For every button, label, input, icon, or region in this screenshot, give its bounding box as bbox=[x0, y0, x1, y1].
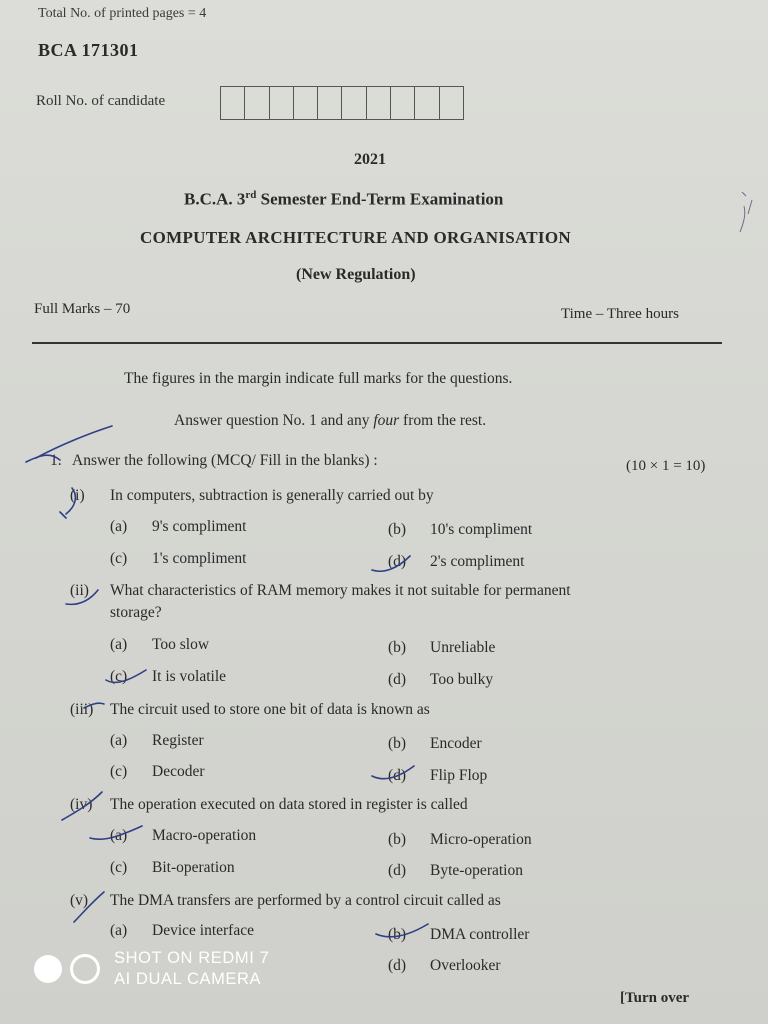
header-divider bbox=[32, 342, 722, 344]
subq-text: In computers, subtraction is generally carried out by bbox=[110, 487, 434, 504]
option: (b) 10's compliment bbox=[388, 521, 533, 538]
option: (a) Register bbox=[110, 732, 204, 749]
watermark-dot-icon bbox=[34, 955, 62, 983]
option: (a) Too slow bbox=[110, 636, 210, 653]
question-number: 1. bbox=[50, 452, 62, 469]
subq-number: (v) bbox=[70, 892, 89, 909]
option: (b) DMA controller bbox=[388, 926, 530, 943]
margin-scribble bbox=[740, 192, 752, 232]
option: (c) Decoder bbox=[110, 763, 205, 780]
subq-number: (iv) bbox=[70, 796, 93, 813]
option: (b) Encoder bbox=[388, 735, 482, 752]
watermark-line-2: AI DUAL CAMERA bbox=[114, 970, 262, 988]
subject-title: COMPUTER ARCHITECTURE AND ORGANISATION bbox=[140, 228, 571, 247]
option: (a) Macro-operation bbox=[110, 827, 257, 844]
camera-watermark bbox=[34, 948, 269, 990]
turn-over: [Turn over bbox=[620, 990, 690, 1006]
option: (c) 1's compliment bbox=[110, 550, 247, 567]
instruction-2: Answer question No. 1 and any four from the rest. bbox=[174, 412, 487, 429]
option: (a) Device interface bbox=[110, 922, 254, 939]
subq-text-cont: storage? bbox=[110, 604, 162, 621]
exam-title: B.C.A. 3rd Semester End-Term Examination bbox=[184, 189, 504, 209]
option: (d) Too bulky bbox=[388, 671, 494, 688]
subq-text: The operation executed on data stored in register is called bbox=[110, 796, 468, 813]
option: (a) 9's compliment bbox=[110, 518, 247, 535]
subq-number: (iii) bbox=[70, 701, 94, 718]
time-allowed: Time – Three hours bbox=[561, 306, 679, 322]
watermark-line-1: SHOT ON REDMI 7 bbox=[114, 949, 270, 967]
option: (b) Micro-operation bbox=[388, 831, 532, 848]
subq-number: (ii) bbox=[70, 582, 89, 599]
roll-number-boxes bbox=[220, 86, 464, 120]
option: (c) Bit-operation bbox=[110, 859, 235, 876]
subq-text: The DMA transfers are performed by a control circuit called as bbox=[110, 892, 501, 909]
question-heading: Answer the following (MCQ/ Fill in the blanks) : bbox=[72, 452, 378, 469]
option: (b) Unreliable bbox=[388, 639, 496, 656]
option: (d) Byte-operation bbox=[388, 862, 523, 879]
option: (d) 2's compliment bbox=[388, 553, 525, 570]
course-code: BCA 171301 bbox=[38, 40, 139, 60]
option: (c) It is volatile bbox=[110, 668, 227, 685]
full-marks: Full Marks – 70 bbox=[34, 301, 131, 317]
subq-number: (i) bbox=[70, 487, 85, 504]
regulation: (New Regulation) bbox=[296, 266, 416, 283]
subq-text: The circuit used to store one bit of data is known as bbox=[110, 701, 430, 718]
option: (d) Overlooker bbox=[388, 957, 501, 974]
instruction-1: The figures in the margin indicate full marks for the questions. bbox=[124, 370, 513, 387]
exam-year: 2021 bbox=[354, 151, 386, 168]
question-marks: (10 × 1 = 10) bbox=[626, 458, 706, 474]
roll-label: Roll No. of candidate bbox=[36, 93, 166, 109]
option: (d) Flip Flop bbox=[388, 767, 488, 784]
printed-pages: Total No. of printed pages = 4 bbox=[38, 6, 207, 21]
watermark-ring-icon bbox=[70, 954, 100, 984]
subq-text: What characteristics of RAM memory makes it not suitable for permanent bbox=[110, 582, 571, 599]
